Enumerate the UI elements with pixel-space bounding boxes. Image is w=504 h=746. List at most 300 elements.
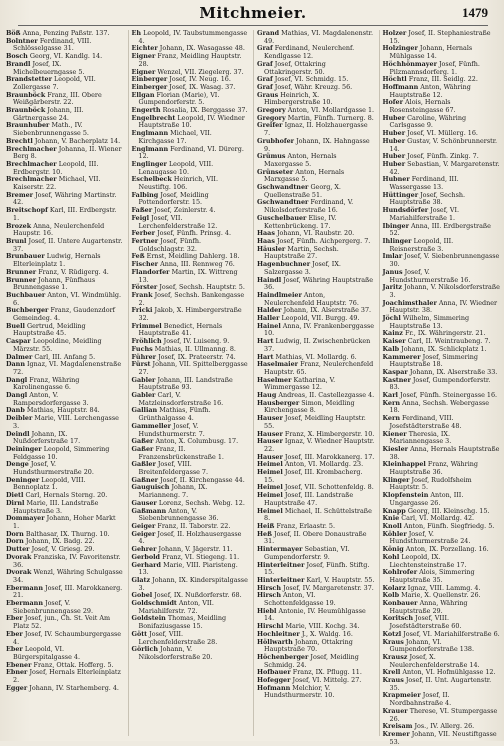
entry-details: Josef, Meidling Hauptstr. 55. bbox=[264, 414, 366, 430]
entry-surname: Hintermayer bbox=[257, 545, 303, 554]
entry-surname: Klopfenstein bbox=[382, 491, 429, 500]
entry-details: Johanna, II. Wiener Berg 8. bbox=[13, 144, 122, 161]
directory-entry bbox=[6, 277, 124, 292]
entry-surname: Kern bbox=[382, 414, 400, 423]
entry-details: Josef, V. Hundsthurmerstr. 7. bbox=[138, 421, 205, 438]
entry-surname: Buchberger bbox=[6, 306, 49, 315]
entry-surname: Graf bbox=[257, 44, 273, 53]
directory-entry bbox=[257, 438, 375, 453]
entry-details: Josef, X. Neulerchenfelderstraße 14. bbox=[389, 652, 480, 669]
entry-surname: Gabler bbox=[131, 391, 156, 400]
entry-details: Johann, IV. Starhemberg. 4. bbox=[29, 683, 119, 692]
entry-surname: Gaßer bbox=[131, 444, 154, 453]
directory-entry bbox=[257, 415, 375, 430]
entry-surname: Höchhönmayer bbox=[382, 59, 437, 68]
entry-details: Ignaz, VIII. Lammg. 4. bbox=[407, 583, 481, 592]
entry-surname: Dann bbox=[6, 360, 25, 369]
entry-surname: Kastner bbox=[382, 375, 411, 384]
entry-details: Leopold, III. Erdbergstr. 10. bbox=[13, 159, 99, 176]
entry-details: Ignaz, V. Wiedner Hauptstr. 22. bbox=[264, 437, 375, 453]
entry-surname: Huber bbox=[382, 129, 406, 138]
directory-entry bbox=[383, 300, 501, 315]
entry-surname: Hirsch bbox=[257, 591, 281, 600]
entry-details: Ignaz, VI. Magdalenenstraße 72. bbox=[13, 360, 122, 376]
directory-entry bbox=[257, 199, 375, 214]
entry-details: Josef, II. Holzhausergasse 4. bbox=[138, 529, 242, 546]
entry-surname: Hainel bbox=[257, 321, 281, 330]
entry-details: Josef, VIII. Josefstädterstraße 60. bbox=[389, 614, 462, 631]
entry-surname: Görlich bbox=[131, 645, 158, 654]
directory-entry bbox=[6, 631, 124, 646]
directory-entry bbox=[257, 508, 375, 523]
directory-entry bbox=[257, 169, 375, 184]
entry-surname: Ebermann bbox=[6, 583, 43, 592]
entry-surname: Heimel bbox=[257, 460, 283, 469]
entry-details: Josef, Meidling Pottendorferstr. 15. bbox=[138, 190, 209, 207]
entry-surname: Haselmaier bbox=[257, 360, 299, 369]
entry-details: Heinrich, VII. Neustiftg. 106. bbox=[138, 175, 218, 192]
directory-entry bbox=[257, 30, 375, 45]
entry-details: Josef, V. Siebenbrunnengasse 29. bbox=[13, 599, 94, 615]
entry-surname: Haas bbox=[257, 236, 275, 245]
directory-entry bbox=[383, 138, 501, 153]
entry-details: Johann, V. Jägerstr. 11. bbox=[158, 545, 233, 554]
entry-details: Josef, Simmering Hauptstraße 18. bbox=[389, 352, 478, 369]
entry-surname: Huber bbox=[382, 113, 406, 122]
entry-surname: Fuchs bbox=[131, 344, 153, 353]
directory-entry bbox=[6, 307, 124, 322]
directory-entry bbox=[6, 176, 124, 191]
entry-details: Josef, V. Hundsthurmerstraße 20. bbox=[13, 460, 94, 477]
entry-details: Anna, III. Rennweg 76. bbox=[160, 260, 235, 269]
entry-surname: Geiger bbox=[131, 522, 156, 530]
entry-surname: Knapp bbox=[382, 506, 406, 515]
entry-details: Anna, Sechsh. Webergasse 18. bbox=[389, 398, 490, 415]
entry-surname: Brunner bbox=[6, 275, 37, 284]
entry-details: Marie, X. Quellenstr. 26. bbox=[401, 591, 481, 600]
entry-surname: Fricki bbox=[131, 306, 153, 315]
directory-entry bbox=[383, 615, 501, 630]
entry-surname: Hundsdörfer bbox=[382, 206, 429, 215]
entry-details: Leopold, VIII. Lenaugasse 10. bbox=[138, 159, 214, 176]
directory-entry bbox=[132, 176, 250, 191]
entry-details: Johann, IX. Badg. 22. bbox=[25, 537, 95, 546]
directory-entry bbox=[257, 361, 375, 376]
entry-surname: Kremer bbox=[382, 729, 410, 738]
entry-surname: Dangl bbox=[6, 391, 28, 400]
directory-entry bbox=[383, 161, 501, 176]
directory-entry bbox=[132, 392, 250, 407]
entry-surname: Hofer bbox=[382, 98, 403, 107]
entry-surname: Einberger bbox=[131, 75, 168, 84]
directory-entry bbox=[6, 146, 124, 161]
entry-surname: Dangl bbox=[6, 375, 28, 384]
entry-details: Franz, Neulerchenfeld Hauptstr. 65. bbox=[264, 360, 374, 376]
directory-entry bbox=[257, 546, 375, 561]
entry-surname: Häusler bbox=[257, 244, 286, 253]
directory-entry bbox=[6, 431, 124, 446]
entry-details: Leopold, Simmering Feldgasse 10. bbox=[13, 444, 110, 461]
entry-surname: Huber bbox=[382, 152, 406, 161]
entry-details: Josef, V. Hundsthurmerstraße 24. bbox=[389, 529, 471, 546]
entry-surname: Gött bbox=[131, 629, 148, 638]
column-4 bbox=[379, 29, 501, 746]
entry-surname: Eigner bbox=[131, 67, 156, 76]
entry-details: Georg, III. Kleinschg. 15. bbox=[407, 506, 490, 515]
entry-surname: Heß bbox=[257, 529, 272, 538]
entry-details: Martin, IX. Wittreng 13. bbox=[138, 267, 238, 284]
entry-surname: Ellgan bbox=[131, 90, 155, 99]
entry-details: Marie, VIII. Piaristeng. 13. bbox=[138, 560, 238, 577]
directory-entry bbox=[6, 253, 124, 268]
entry-details: Alois, Simmering Hauptstraße 35. bbox=[389, 568, 475, 584]
entry-details: Franz, Erlaastr. 5. bbox=[276, 522, 336, 530]
entry-details: Anton, VI. Mollardg. 23. bbox=[284, 460, 364, 469]
entry-details: Josef, Fünfh. Prinsg. 4. bbox=[157, 229, 232, 238]
entry-surname: Ebermann bbox=[6, 599, 43, 608]
entry-details: Anton, Hernals Maxergasse 5. bbox=[264, 152, 337, 168]
entry-surname: Ebner bbox=[6, 668, 28, 677]
entry-details: Johann, IX. Alserstraße 33. bbox=[409, 367, 498, 376]
directory-entry bbox=[383, 708, 501, 723]
entry-surname: Krell bbox=[382, 668, 401, 677]
entry-surname: Eschelbeck bbox=[131, 175, 172, 184]
entry-surname: Kiesler bbox=[382, 444, 409, 453]
directory-entry bbox=[383, 477, 501, 492]
directory-entry bbox=[132, 423, 250, 438]
entry-surname: Kraus bbox=[382, 637, 404, 646]
directory-entry bbox=[6, 615, 124, 630]
entry-details: Karl, III. Erdbergstr. 1. bbox=[13, 206, 117, 222]
entry-details: Johann, VI. Gumpendorferstraße 138. bbox=[389, 637, 474, 654]
entry-surname: Gallian bbox=[131, 406, 158, 415]
entry-details: Leopold, IX. Liechtensteinstraße 17. bbox=[389, 552, 467, 569]
directory-entry bbox=[257, 292, 375, 307]
entry-surname: Gaßmann bbox=[131, 506, 167, 515]
directory-entry bbox=[383, 176, 501, 191]
entry-details: Josef, Fünfh. Goldschlagstr. 32. bbox=[138, 236, 202, 253]
entry-surname: Haselmer bbox=[257, 375, 292, 384]
entry-surname: Graf bbox=[257, 82, 273, 91]
entry-surname: Graf bbox=[257, 75, 273, 84]
directory-entry bbox=[6, 223, 124, 238]
directory-entry bbox=[132, 130, 250, 145]
entry-details: Josef, VI. Mittelg. 27. bbox=[292, 676, 362, 685]
directory-entry bbox=[6, 515, 124, 530]
entry-surname: Hagenbuchner bbox=[257, 260, 311, 269]
entry-surname: Höchtl bbox=[382, 75, 407, 84]
directory-entry bbox=[132, 192, 250, 207]
entry-details: Josef, IX. Salzergasse 3. bbox=[264, 260, 341, 276]
entry-details: Johann, Ottakring Hauptstraße 70. bbox=[264, 637, 353, 654]
directory-entry bbox=[6, 361, 124, 376]
entry-surname: Gobel bbox=[131, 591, 153, 600]
entry-details: Mathias, VI. Mollardg. 6. bbox=[275, 352, 357, 361]
directory-entry bbox=[257, 492, 375, 507]
entry-surname: Hirsch bbox=[257, 583, 281, 592]
entry-surname: Kaiser bbox=[382, 337, 406, 346]
directory-entry bbox=[383, 531, 501, 546]
entry-surname: Dalmer bbox=[6, 352, 33, 361]
directory-entry bbox=[6, 161, 124, 176]
entry-details: Mathias, VI. Magdalenenstr. 49. bbox=[264, 29, 373, 45]
entry-details: Josef, II. Kirchengasse 44. bbox=[160, 475, 245, 484]
entry-surname: Frimmel bbox=[131, 321, 162, 330]
directory-entry bbox=[383, 600, 501, 615]
entry-surname: Englinger bbox=[131, 159, 167, 168]
entry-details: Karl, V. Hauptstr. 55. bbox=[306, 575, 375, 584]
entry-surname: Höllwarth bbox=[257, 637, 293, 646]
entry-details: Sebastian, V. Margaretenstr. 42. bbox=[389, 159, 500, 176]
entry-surname: Bolntner bbox=[6, 36, 38, 45]
directory-entry bbox=[6, 207, 124, 222]
directory-entry bbox=[6, 685, 124, 693]
entry-details: Ferdinand, III. Wassergasse 13. bbox=[389, 175, 459, 192]
entry-details: Carl, V. Matzleinsdorferstraße 16. bbox=[138, 391, 224, 407]
directory-entry bbox=[132, 508, 250, 523]
column-1 bbox=[6, 30, 124, 736]
entry-details: Mathias, II. Ullmanng. 8. bbox=[154, 344, 236, 353]
directory-entry bbox=[383, 677, 501, 692]
entry-details: Josef, III. Landstraße Hauptstraße 47. bbox=[264, 491, 354, 507]
entry-details: Ferdinand, Neulerchenf. Kendlgasse 12. bbox=[264, 44, 355, 61]
entry-surname: Haindlmeier bbox=[257, 290, 302, 299]
entry-surname: Ibinger bbox=[382, 221, 409, 230]
entry-surname: Hauser bbox=[257, 429, 283, 438]
directory-entry bbox=[257, 215, 375, 230]
entry-surname: Knie bbox=[382, 514, 400, 523]
entry-details: Josef, Fünfh. Zinkg. 7. bbox=[407, 152, 479, 161]
entry-details: Gustav, V. Schönbrunnerstr. 14. bbox=[389, 136, 498, 153]
directory-entry bbox=[383, 431, 501, 446]
entry-surname: Kraus bbox=[382, 676, 404, 685]
directory-entry bbox=[257, 45, 375, 60]
entry-details: Johann, IX. Kinderspitalgasse 3. bbox=[138, 575, 248, 592]
directory-entry bbox=[257, 184, 375, 199]
entry-details: Anton, VII. Mariahilferstr. 72. bbox=[138, 599, 214, 615]
entry-details: Anton, III. Ungargasse 26. bbox=[389, 491, 464, 507]
entry-details: Simon, Meidling Kirchengasse 8. bbox=[264, 398, 355, 415]
entry-surname: Feß bbox=[131, 252, 145, 261]
directory-entry bbox=[6, 415, 124, 430]
entry-details: Josef, II. Unt. Augartenstr. 35. bbox=[389, 676, 492, 692]
entry-details: Leopoldine, Meidling Märzstr. 55. bbox=[13, 337, 102, 353]
directory-entry bbox=[383, 284, 501, 299]
entry-details: Anna, Währing Hauptstraße 29. bbox=[389, 599, 468, 615]
entry-details: Josef, II. Obere Donaustraße 31. bbox=[264, 529, 367, 546]
entry-details: Josef, III. Krombacherg. 15. bbox=[264, 468, 363, 484]
directory-entry bbox=[383, 692, 501, 707]
entry-surname: Gerhard bbox=[131, 560, 162, 569]
directory-entry bbox=[132, 30, 250, 45]
entry-details: Josef, VI. Mariahilferstraße 6. bbox=[403, 629, 500, 638]
directory-entry bbox=[383, 192, 501, 207]
entry-details: Josef, VI. Müllerg. 16. bbox=[407, 129, 478, 138]
entry-details: Josef, VI. Mariahilferstraße 1. bbox=[389, 206, 460, 222]
directory-entry bbox=[6, 477, 124, 492]
entry-details: Josef, Fünfh. Aichpergerg. 7. bbox=[276, 236, 371, 245]
entry-details: Josef, Hernals Elterleinplatz 2. bbox=[13, 668, 121, 685]
directory-entry bbox=[132, 484, 250, 499]
entry-details: Carl, II. Weintraubeng. 7. bbox=[407, 337, 491, 346]
entry-surname: Köhler bbox=[382, 529, 407, 538]
entry-surname: Haas bbox=[257, 229, 275, 238]
entry-details: Josef, Sechsh. Bankengasse 2. bbox=[138, 290, 245, 307]
directory-entry bbox=[257, 685, 375, 700]
entry-details: Josef, Sechsh. Hauptstr. 5. bbox=[159, 283, 245, 292]
directory-entry bbox=[257, 469, 375, 484]
entry-surname: Hubner bbox=[382, 175, 410, 184]
directory-entry bbox=[6, 585, 124, 600]
directory-entry bbox=[132, 215, 250, 230]
entry-surname: Buchbauer bbox=[6, 290, 46, 299]
directory-entry bbox=[6, 338, 124, 353]
directory-entry bbox=[6, 392, 124, 407]
entry-surname: Brunl bbox=[6, 236, 27, 245]
entry-surname: Kohl bbox=[382, 552, 400, 561]
entry-surname: Hochleitner bbox=[257, 629, 300, 638]
directory-entry bbox=[6, 76, 124, 91]
entry-surname: Eichter bbox=[131, 44, 158, 53]
directory-entry bbox=[132, 161, 250, 176]
entry-surname: Brechlmacher bbox=[6, 175, 57, 184]
directory-entry bbox=[132, 577, 250, 592]
directory-entry bbox=[383, 654, 501, 669]
directory-entry bbox=[257, 153, 375, 168]
entry-surname: Hüttinger bbox=[382, 190, 419, 199]
entry-details: Carl, Hernals Sterng. 20. bbox=[25, 491, 108, 500]
entry-details: Antonie, IV. Heumühlgasse 14. bbox=[264, 606, 366, 623]
entry-surname: Krausz bbox=[382, 652, 408, 661]
entry-surname: Ferber bbox=[131, 229, 156, 238]
entry-details: Katharina, V. Wimmergasse 12. bbox=[264, 375, 336, 392]
entry-surname: Brandl bbox=[6, 59, 31, 68]
entry-surname: Graf bbox=[257, 59, 273, 68]
entry-surname: Gregory bbox=[257, 113, 286, 122]
directory-entry bbox=[6, 569, 124, 584]
directory-entry bbox=[383, 354, 501, 369]
entry-surname: Deninger bbox=[6, 475, 40, 484]
entry-surname: Deibler bbox=[6, 414, 33, 423]
entry-surname: Grünseter bbox=[257, 167, 294, 176]
entry-surname: Kern bbox=[382, 398, 400, 407]
entry-details: Johann, III. Gärtnergasse 24. bbox=[13, 106, 84, 122]
entry-surname: Brechtl bbox=[6, 136, 33, 145]
entry-surname: Krapmeier bbox=[382, 691, 421, 700]
entry-surname: Hauser bbox=[257, 437, 283, 446]
directory-entry bbox=[383, 238, 501, 253]
entry-surname: Klinger bbox=[382, 475, 410, 484]
entry-surname: Gabler bbox=[131, 375, 156, 384]
entry-surname: Dorn bbox=[6, 537, 24, 546]
entry-details: Josef, IV. Margaretenstr. 37. bbox=[283, 583, 374, 592]
entry-details: Josef, II. Stephaniestraße 15. bbox=[389, 29, 491, 45]
directory-entry bbox=[383, 731, 501, 746]
entry-details: Josef, Fünfh. Pilzmannsdorferg. 1. bbox=[389, 59, 480, 76]
entry-surname: Gschwandtner bbox=[257, 183, 309, 192]
entry-details: Johann, IX. Marianneng. 7. bbox=[138, 483, 208, 500]
entry-surname: Dommayer bbox=[6, 514, 45, 523]
directory-entry bbox=[132, 631, 250, 646]
directory-entry bbox=[257, 639, 375, 654]
entry-surname: Gerbold bbox=[131, 552, 161, 561]
directory-entry bbox=[132, 615, 250, 630]
entry-surname: Hinterleitner bbox=[257, 560, 305, 569]
entry-details: Josef, IV. Neug. 16. bbox=[169, 75, 231, 84]
entry-details: Anna, III. Erdbergstraße 52. bbox=[389, 221, 491, 238]
entry-details: Theresia, IX. Mariannengasse 3. bbox=[389, 429, 452, 446]
entry-surname: Holzer bbox=[382, 29, 407, 37]
entry-surname: Grubhofer bbox=[257, 136, 295, 145]
directory-entry bbox=[257, 323, 375, 338]
directory-entry bbox=[6, 461, 124, 476]
directory-entry bbox=[383, 253, 501, 268]
column-3 bbox=[253, 30, 375, 736]
entry-details: Leopold, VIII. Bennoplatz 1. bbox=[13, 475, 86, 492]
entry-details: Ludwig, Hernals Elterleinplatz 1. bbox=[13, 252, 101, 269]
entry-surname: Kolb bbox=[382, 591, 400, 600]
entry-surname: Buell bbox=[6, 321, 25, 330]
entry-details: Jakob, X. Himbergerstraße 32. bbox=[138, 306, 242, 323]
entry-details: Josef, IX. Michelbeuerngasse 5. bbox=[13, 59, 85, 76]
directory-entry bbox=[6, 122, 124, 137]
entry-details: Thomas, Meidling Bonifaziusgasse 15. bbox=[138, 614, 227, 631]
entry-details: Josef, Meidling Schmidg. 24. bbox=[264, 652, 359, 669]
directory-entry bbox=[257, 261, 375, 276]
entry-details: Michael, VII. Kirchgasse 17. bbox=[138, 129, 212, 145]
entry-details: Josef, Sechsh. Hauptstraße 38. bbox=[389, 190, 466, 207]
directory-entry bbox=[383, 115, 501, 130]
entry-surname: Holzinger bbox=[382, 44, 418, 53]
entry-surname: Brunbauer bbox=[6, 252, 45, 261]
entry-details: Franz, Ottak. Hofferg. 5. bbox=[33, 660, 114, 669]
entry-details: Anna, IV. Wiedner Hauptstr. 38. bbox=[389, 298, 498, 315]
entry-details: Anton, IX. Porzellang. 16. bbox=[405, 545, 489, 554]
entry-surname: Braunböck bbox=[6, 90, 46, 99]
directory-entry bbox=[6, 554, 124, 569]
entry-details: Jos., IV. Allerg. 26. bbox=[414, 722, 475, 731]
entry-details: Balthasar, IX. Thurng. 10. bbox=[25, 529, 110, 538]
entry-surname: Karl bbox=[382, 391, 398, 400]
entry-details: Elise, IV. Kettenbrückeng. 17. bbox=[264, 213, 337, 230]
entry-surname: Hirschl bbox=[257, 622, 284, 631]
directory-entry bbox=[132, 562, 250, 577]
entry-surname: Dirnl bbox=[6, 498, 25, 507]
directory-entry bbox=[132, 377, 250, 392]
directory-entry bbox=[383, 446, 501, 461]
directory-entry bbox=[257, 400, 375, 415]
entry-details: Benedict, Hernals Hauptstraße 41. bbox=[138, 321, 223, 338]
entry-details: Gertrud, Meidling Hauptstraße 45. bbox=[13, 321, 86, 338]
entry-surname: Bremer bbox=[6, 190, 34, 199]
entry-surname: Kainz bbox=[382, 329, 403, 338]
directory-entry bbox=[132, 292, 250, 307]
entry-surname: Englmann bbox=[131, 129, 169, 138]
directory-entry bbox=[6, 61, 124, 76]
entry-surname: Kalb bbox=[382, 344, 400, 353]
directory-entry bbox=[6, 600, 124, 615]
entry-details: Josef, Fünfh. Stiftg. 15. bbox=[264, 560, 370, 577]
directory-entry bbox=[257, 92, 375, 107]
entry-details: Josef, V. Hundsthurmerstraße 16. bbox=[389, 267, 471, 284]
directory-entry bbox=[132, 446, 250, 461]
entry-surname: Faßer bbox=[131, 206, 153, 215]
entry-details: Fr., IX. Währingerstr. 21. bbox=[404, 329, 486, 338]
directory-entry bbox=[257, 377, 375, 392]
entry-details: Franz, Gaudenzdorf Gemeindeg. 4. bbox=[13, 306, 116, 323]
entry-surname: Brandstetter bbox=[6, 75, 52, 84]
entry-details: Josef, III. Marokkanerg. 17. bbox=[284, 452, 375, 461]
